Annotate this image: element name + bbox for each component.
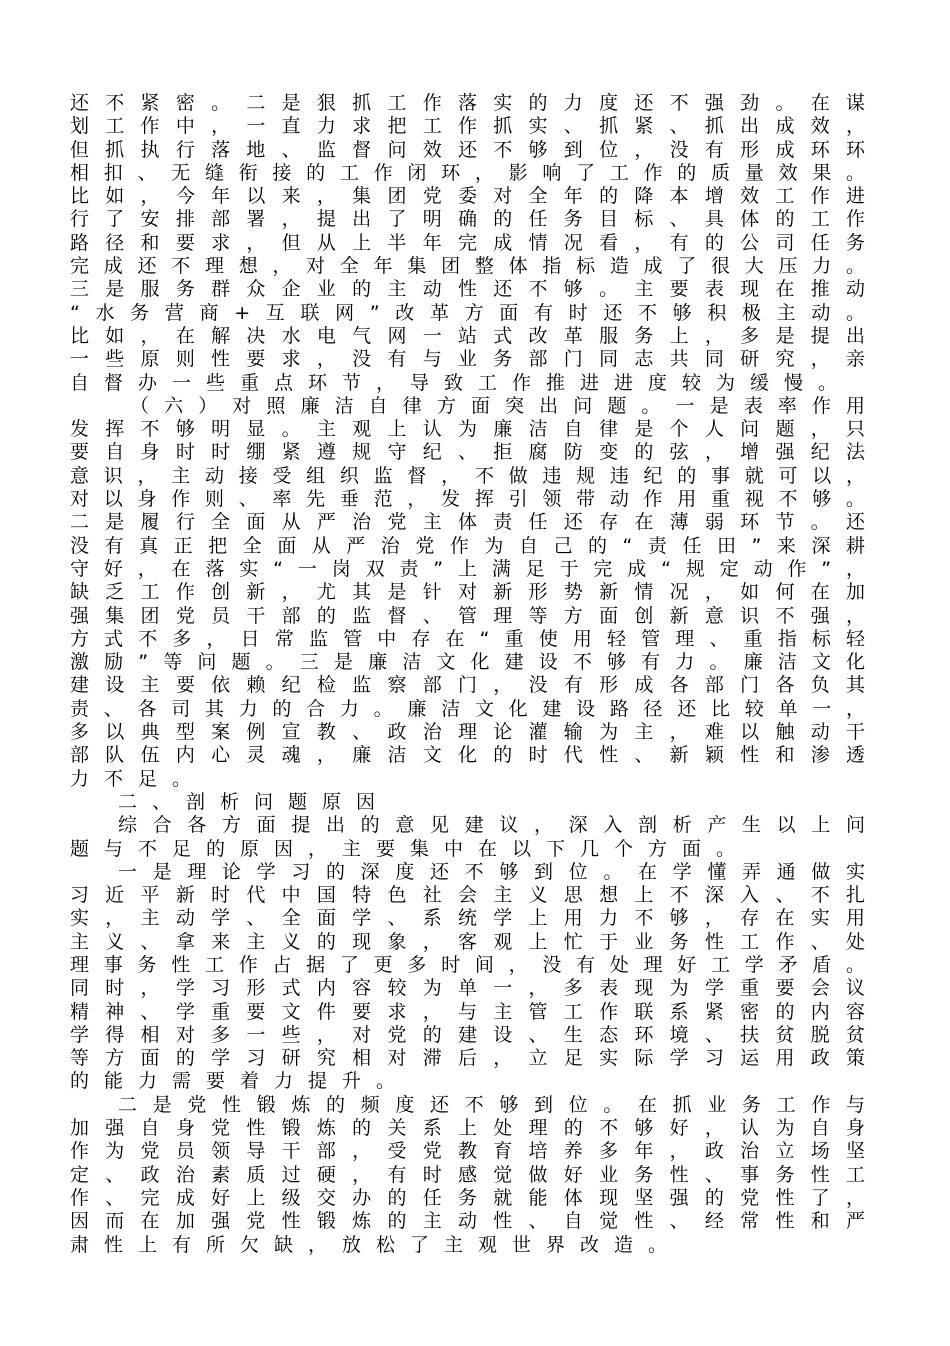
text-line: 守好，在落实“一岗双责”上满足于完成“规定动作”， bbox=[70, 557, 865, 580]
text-line: 二是履行全面从严治党主体责任还存在薄弱环节。还 bbox=[70, 511, 865, 534]
text-line: 定、政治素质过硬，有时感觉做好业务性、事务性工 bbox=[70, 1163, 865, 1186]
text-line: 强集团党员干部的监督、管理等方面创新意识不强， bbox=[70, 604, 865, 627]
text-line: 实，主动学、全面学、系统学上用力不够，存在实用 bbox=[70, 907, 865, 930]
text-line: 习近平新时代中国特色社会主义思想上不深入、不扎 bbox=[70, 884, 865, 907]
section-title: 二、剖析问题原因 bbox=[118, 790, 391, 813]
text-line: 精神、学重要文件要求，与主管工作联系紧密的内容 bbox=[70, 1000, 865, 1023]
text-line: 缺乏工作创新，尤其是针对新形势新情况，如何在加 bbox=[70, 581, 865, 604]
text-line: 部队伍内心灵魂，廉洁文化的时代性、新颖性和渗透 bbox=[70, 744, 865, 767]
text-line: 主义、拿来主义的现象，客观上忙于业务性工作、处 bbox=[70, 930, 865, 953]
text-line: 比如，在解决水电气网一站式改革服务上，多是提出 bbox=[70, 324, 865, 347]
text-line: 路径和要求，但从上半年完成情况看，有的公司任务 bbox=[70, 231, 865, 254]
text-line: 对以身作则、率先垂范，发挥引领带动作用重视不够。 bbox=[70, 488, 865, 511]
text-line: 激励”等问题。三是廉洁文化建设不够有力。廉洁文化 bbox=[70, 651, 865, 674]
text-line: 要自身时时绷紧遵规守纪、拒腐防变的弦，增强纪法 bbox=[70, 441, 865, 464]
document-body bbox=[70, 92, 865, 1257]
text-line: 的能力需要着力提升。 bbox=[70, 1070, 411, 1093]
text-line: 三是服务群众企业的主动性还不够。主要表现在推动 bbox=[70, 278, 865, 301]
text-line: 没有真正把全面从严治党作为自己的“责任田”来深耕 bbox=[70, 534, 865, 557]
text-line: 但抓执行落地、监督问效还不够到位，没有形成环环 bbox=[70, 138, 865, 161]
text-line: 一些原则性要求，没有与业务部门同志共同研究，亲 bbox=[70, 348, 865, 371]
text-line: 比如，今年以来，集团党委对全年的降本增效工作进 bbox=[70, 185, 865, 208]
text-line: 加强自身党性锻炼的关系上处理的不够好，认为自身 bbox=[70, 1117, 865, 1140]
text-line: 力不足。 bbox=[70, 767, 207, 790]
text-line: “水务营商+互联网”改革方面有时还不够积极主动。 bbox=[70, 301, 865, 324]
text-line: 建设主要依赖纪检监察部门，没有形成各部门各负其 bbox=[70, 674, 865, 697]
text-line: 划工作中，一直力求把工作抓实、抓紧、抓出成效， bbox=[70, 115, 865, 138]
text-line: 相扣、无缝衔接的工作闭环，影响了工作的质量效果。 bbox=[70, 161, 865, 184]
text-line: 责、各司其力的合力。廉洁文化建设路径还比较单一， bbox=[70, 697, 865, 720]
text-line: 理事务性工作占据了更多时间，没有处理好工学矛盾。 bbox=[70, 953, 865, 976]
text-line: 等方面的学习研究相对滞后，立足实际学习运用政策 bbox=[70, 1047, 865, 1070]
text-line: 肃性上有所欠缺，放松了主观世界改造。 bbox=[70, 1233, 683, 1256]
text-line: 作为党员领导干部，受党教育培养多年，政治立场坚 bbox=[70, 1140, 865, 1163]
text-line: 方式不多，日常监管中存在“重使用轻管理、重指标轻 bbox=[70, 627, 865, 650]
text-line: 因而在加强党性锻炼的主动性、自觉性、经常性和严 bbox=[70, 1210, 865, 1233]
text-line: 意识，主动接受组织监督，不做违规违纪的事就可以， bbox=[70, 464, 865, 487]
subsection-heading-line: 二是党性锻炼的频度还不够到位。在抓业务工作与 bbox=[118, 1093, 865, 1116]
text-line: 完成还不理想，对全年集团整体指标造成了很大压力。 bbox=[70, 255, 865, 278]
text-line: 多以典型案例宣教、政治理论灌输为主，难以触动干 bbox=[70, 721, 865, 744]
text-line: 学得相对多一些，对党的建设、生态环境、扶贫脱贫 bbox=[70, 1023, 865, 1046]
section-heading-line: （六）对照廉洁自律方面突出问题。一是表率作用 bbox=[130, 394, 865, 417]
text-line: 题与不足的原因，主要集中在以下几个方面。 bbox=[70, 837, 751, 860]
text-line: 综合各方面提出的意见建议，深入剖析产生以上问 bbox=[118, 814, 865, 837]
text-line: 发挥不够明显。主观上认为廉洁自律是个人问题，只 bbox=[70, 418, 865, 441]
subsection-heading-line: 一是理论学习的深度还不够到位。在学懂弄通做实 bbox=[118, 860, 865, 883]
text-line: 作、完成好上级交办的任务就能体现坚强的党性了， bbox=[70, 1186, 865, 1209]
text-line: 自督办一些重点环节，导致工作推进进度较为缓慢。 bbox=[70, 371, 853, 394]
text-line: 行了安排部署，提出了明确的任务目标、具体的工作 bbox=[70, 208, 865, 231]
text-line: 还不紧密。二是狠抓工作落实的力度还不强劲。在谋 bbox=[70, 92, 865, 114]
text-line: 同时，学习形式内容较为单一，多表现为学重要会议 bbox=[70, 977, 865, 1000]
